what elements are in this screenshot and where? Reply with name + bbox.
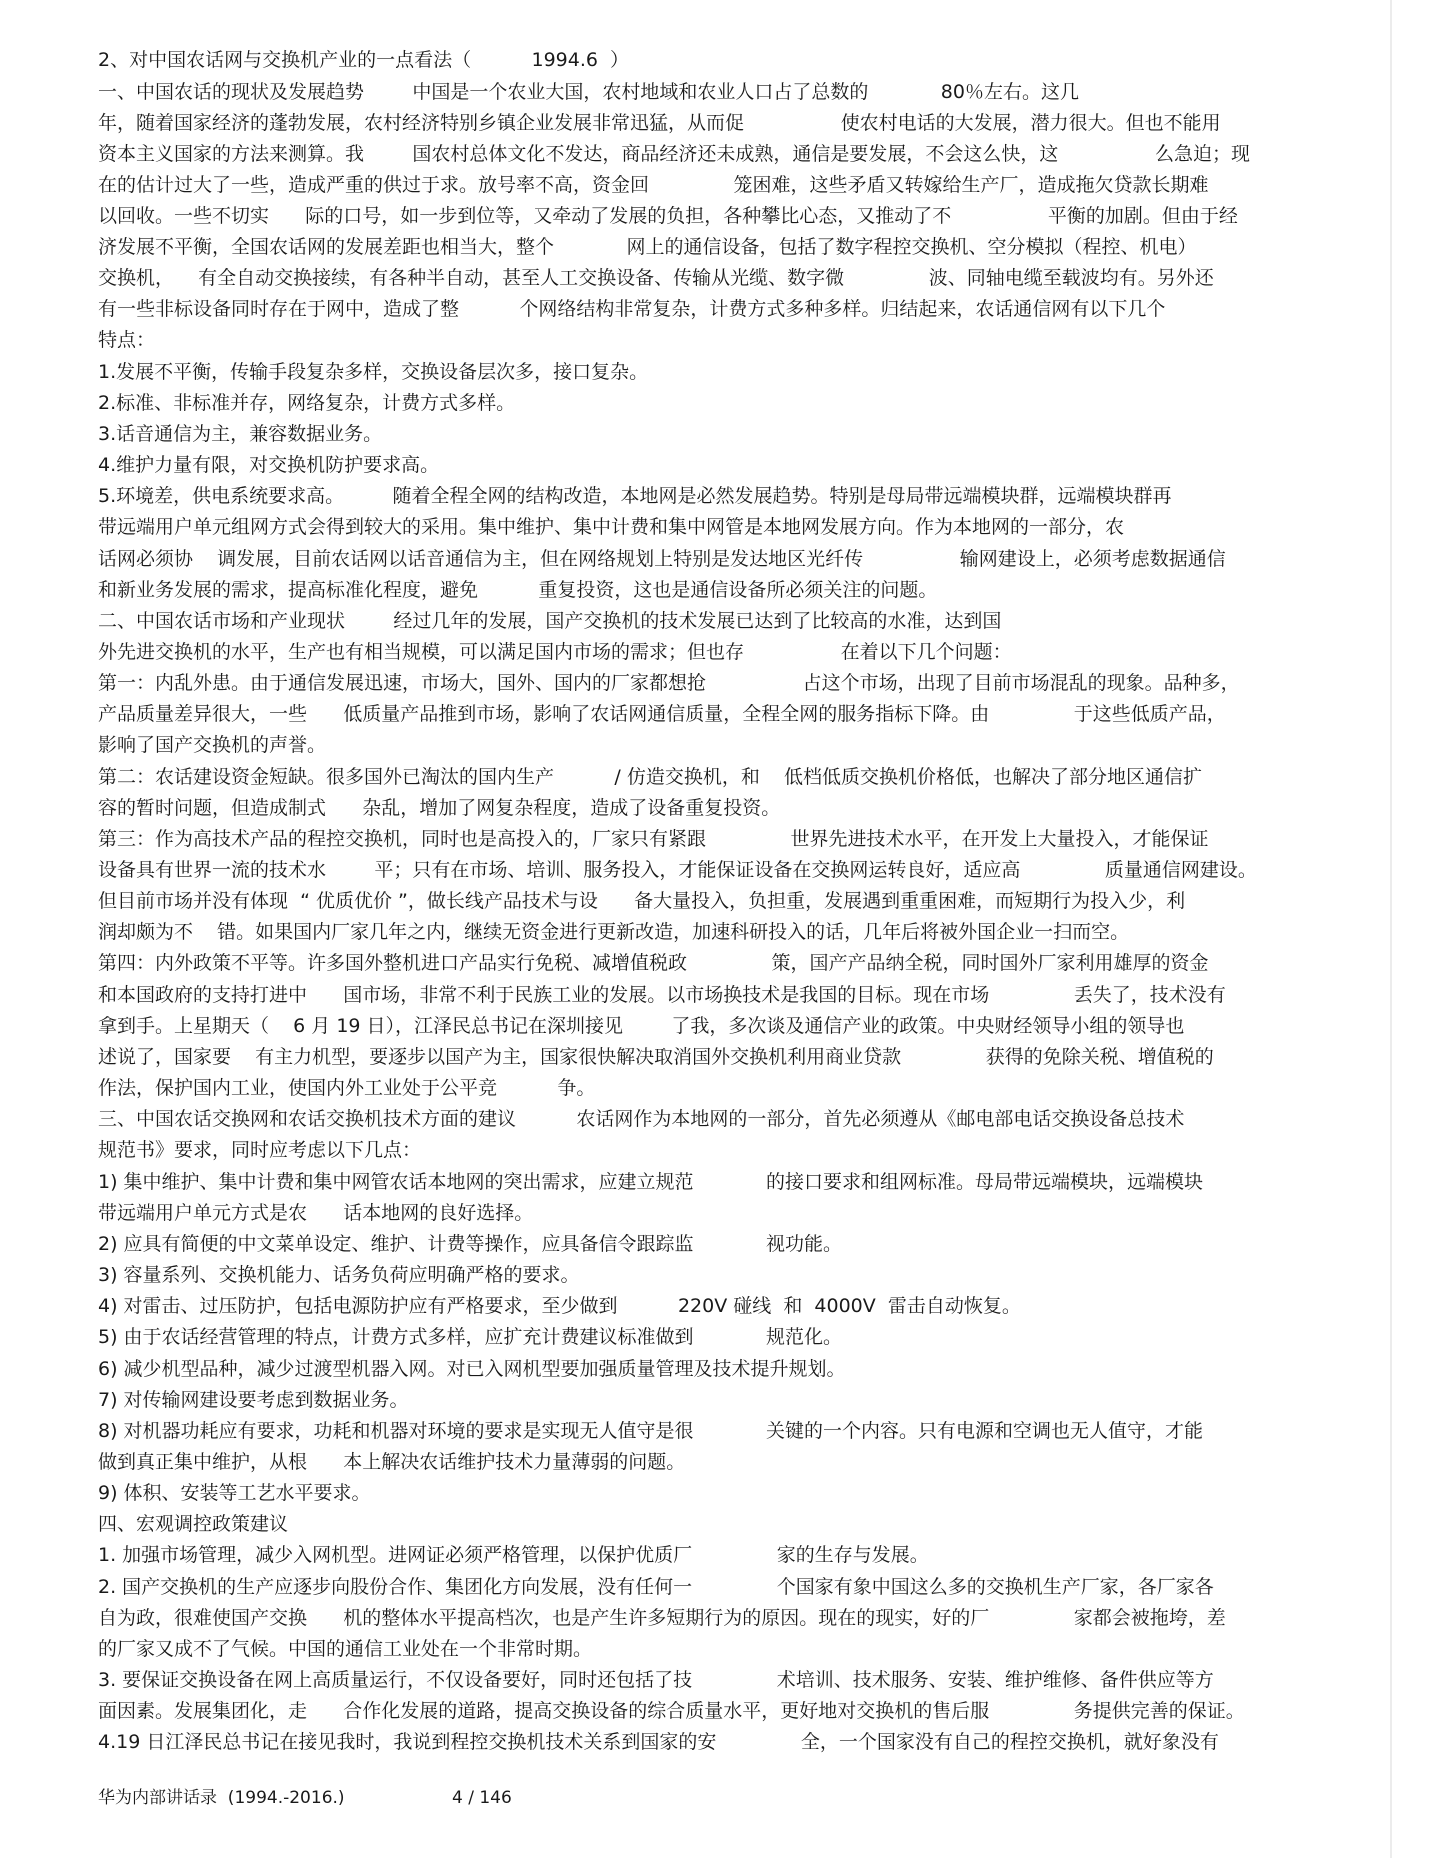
text-line: 作法，保护国内工业，使国内外工业处于公平竞 争。 xyxy=(98,1077,596,1099)
text-line: 3.话音通信为主，兼容数据业务。 xyxy=(98,423,383,445)
text-line: 3. 要保证交换设备在网上高质量运行，不仅设备要好，同时还包括了技 术培训、技术服务、安装、维护维修、备件供应等方 xyxy=(98,1669,1214,1691)
text-line: 以回收。一些不切实 际的口号，如一步到位等，又牵动了发展的负担，各种攀比心态，又推动了不 平衡的加剧。但由于经 xyxy=(98,205,1238,227)
text-line: 话网必须协 调发展，目前农话网以话音通信为主，但在网络规划上特别是发达地区光纤传 输网建设上，必须考虑数据通信 xyxy=(98,548,1226,570)
text-line: 的厂家又成不了气候。中国的通信工业处在一个非常时期。 xyxy=(98,1638,593,1660)
text-line: 年，随着国家经济的蓬勃发展，农村经济特别乡镇企业发展非常迅猛，从而促 使农村电话的大发展，潜力很大。但也不能用 xyxy=(98,112,1221,134)
footer-page-number: 4 / 146 xyxy=(452,1788,512,1808)
text-line: 5.环境差，供电系统要求高。 随着全程全网的结构改造，本地网是必然发展趋势。特别是母局带远端模块群，远端模块群再 xyxy=(98,485,1172,507)
text-line: 第一：内乱外患。由于通信发展迅速，市场大，国外、国内的厂家都想抢 占这个市场，出现了目前市场混乱的现象。品种多， xyxy=(98,672,1240,694)
text-line: 一、中国农话的现状及发展趋势 中国是一个农业大国，农村地域和农业人口占了总数的 80％左右。这几 xyxy=(98,81,1079,103)
text-line: 7) 对传输网建设要考虑到数据业务。 xyxy=(98,1389,409,1411)
text-line: 济发展不平衡，全国农话网的发展差距也相当大，整个 网上的通信设备，包括了数字程控交换机、空分模拟（程控、机电） xyxy=(98,236,1197,258)
text-line: 9) 体积、安装等工艺水平要求。 xyxy=(98,1482,371,1504)
text-line: 四、宏观调控政策建议 xyxy=(98,1513,289,1535)
text-line: 设备具有世界一流的技术水 平；只有在市场、培训、服务投入，才能保证设备在交换网运转良好，适应高 质量通信网建设。 xyxy=(98,859,1257,881)
text-line: 资本主义国家的方法来测算。我 国农村总体文化不发达，商品经济还未成熟，通信是要发展，不会这么快，这 么急迫；现 xyxy=(98,143,1250,165)
text-line: 润却颇为不 错。如果国内厂家几年之内，继续无资金进行更新改造，加速科研投入的话，几年后将被外国企业一扫而空。 xyxy=(98,921,1130,943)
text-line: 带远端用户单元组网方式会得到较大的采用。集中维护、集中计费和集中网管是本地网发展方向。作为本地网的一部分，农 xyxy=(98,516,1125,538)
text-line: 拿到手。上星期天（ 6 月 19 日），江泽民总书记在深圳接见 了我，多次谈及通信产业的政策。中央财经领导小组的领导也 xyxy=(98,1015,1185,1037)
text-line: 自为政，很难使国产交换 机的整体水平提高档次，也是产生许多短期行为的原因。现在的现实，好的厂 家都会被拖垮，差 xyxy=(98,1607,1226,1629)
text-line: 述说了，国家要 有主力机型，要逐步以国产为主，国家很快解决取消国外交换机利用商业贷款 获得的免除关税、增值税的 xyxy=(98,1046,1214,1068)
text-line: 4.维护力量有限，对交换机防护要求高。 xyxy=(98,454,440,476)
text-line: 和新业务发展的需求，提高标准化程度，避免 重复投资，这也是通信设备所必须关注的问题。 xyxy=(98,579,938,601)
text-line: 3) 容量系列、交换机能力、话务负荷应明确严格的要求。 xyxy=(98,1264,580,1286)
text-line: 和本国政府的支持打进中 国市场，非常不利于民族工业的发展。以市场换技术是我国的目标。现在市场 丢失了，技术没有 xyxy=(98,984,1226,1006)
text-line: 8) 对机器功耗应有要求，功耗和机器对环境的要求是实现无人值守是很 关键的一个内容。只有电源和空调也无人值守，才能 xyxy=(98,1420,1204,1442)
text-line: 带远端用户单元方式是农 话本地网的良好选择。 xyxy=(98,1202,534,1224)
text-line: 第二：农话建设资金短缺。很多国外已淘汰的国内生产 / 仿造交换机，和 低档低质交换机价格低，也解决了部分地区通信扩 xyxy=(98,766,1202,788)
text-line: 6) 减少机型品种，减少过渡型机器入网。对已入网机型要加强质量管理及技术提升规划。 xyxy=(98,1358,846,1380)
text-line: 影响了国产交换机的声誉。 xyxy=(98,734,327,756)
footer-title: 华为内部讲话录 (1994.-2016.) xyxy=(98,1788,345,1808)
page-edge-rule xyxy=(1390,0,1392,1858)
text-line: 2.标准、非标准并存，网络复杂，计费方式多样。 xyxy=(98,392,516,414)
text-line: 1) 集中维护、集中计费和集中网管农话本地网的突出需求，应建立规范 的接口要求和组网标准。母局带远端模块，远端模块 xyxy=(98,1171,1204,1193)
text-line: 2. 国产交换机的生产应逐步向股份合作、集团化方向发展，没有任何一 个国家有象中国这么多的交换机生产厂家，各厂家各 xyxy=(98,1576,1214,1598)
text-line: 容的暂时问题，但造成制式 杂乱，增加了网复杂程度，造成了设备重复投资。 xyxy=(98,797,781,819)
text-line: 二、中国农话市场和产业现状 经过几年的发展，国产交换机的技术发展已达到了比较高的水准，达到国 xyxy=(98,610,1002,632)
text-line: 1. 加强市场管理，减少入网机型。进网证必须严格管理，以保护优质厂 家的生存与发展。 xyxy=(98,1544,929,1566)
text-line: 但目前市场并没有体现 “ 优质优价 ”，做长线产品技术与设 备大量投入，负担重，发展遇到重重困难，而短期行为投入少，利 xyxy=(98,890,1186,912)
text-line: 规范书》要求，同时应考虑以下几点： xyxy=(98,1139,422,1161)
text-line: 交换机， 有全自动交换接续，有各种半自动，甚至人工交换设备、传输从光缆、数字微 波、同轴电缆至载波均有。另外还 xyxy=(98,267,1214,289)
text-line: 有一些非标设备同时存在于网中，造成了整 个网络结构非常复杂，计费方式多种多样。归结起来，农话通信网有以下几个 xyxy=(98,298,1166,320)
text-line: 做到真正集中维护，从根 本上解决农话维护技术力量薄弱的问题。 xyxy=(98,1451,686,1473)
text-line: 面因素。发展集团化，走 合作化发展的道路，提高交换设备的综合质量水平，更好地对交换机的售后服 务提供完善的保证。 xyxy=(98,1700,1245,1722)
text-line: 特点： xyxy=(98,329,156,351)
text-line: 外先进交换机的水平，生产也有相当规模，可以满足国内市场的需求；但也存 在着以下几个问题： xyxy=(98,641,1012,663)
text-line: 1.发展不平衡，传输手段复杂多样，交换设备层次多，接口复杂。 xyxy=(98,361,649,383)
text-line: 三、中国农话交换网和农话交换机技术方面的建议 农话网作为本地网的一部分，首先必须遵从《邮电部电话交换设备总技术 xyxy=(98,1108,1185,1130)
text-line: 2) 应具有简便的中文菜单设定、维护、计费等操作，应具备信令跟踪监 视功能。 xyxy=(98,1233,843,1255)
text-line: 第四：内外政策不平等。许多国外整机进口产品实行免税、减增值税政 策，国产产品纳全税，同时国外厂家利用雄厚的资金 xyxy=(98,952,1209,974)
text-line: 4) 对雷击、过压防护，包括电源防护应有严格要求，至少做到 220V 碰线 和 4000V 雷击自动恢复。 xyxy=(98,1295,1021,1317)
text-line: 2、对中国农话网与交换机产业的一点看法（ 1994.6 ） xyxy=(98,49,630,71)
text-line: 5) 由于农话经营管理的特点，计费方式多样，应扩充计费建议标准做到 规范化。 xyxy=(98,1326,843,1348)
text-line: 在的估计过大了一些，造成严重的供过于求。放号率不高，资金回 笼困难，这些矛盾又转嫁给生产厂，造成拖欠贷款长期难 xyxy=(98,174,1209,196)
text-line: 4.19 日江泽民总书记在接见我时，我说到程控交换机技术关系到国家的安 全，一个国家没有自己的程控交换机，就好象没有 xyxy=(98,1731,1219,1753)
text-line: 产品质量差异很大，一些 低质量产品推到市场，影响了农话网通信质量，全程全网的服务指标下降。由 于这些低质产品， xyxy=(98,703,1226,725)
text-line: 第三：作为高技术产品的程控交换机，同时也是高投入的，厂家只有紧跟 世界先进技术水平，在开发上大量投入，才能保证 xyxy=(98,828,1209,850)
